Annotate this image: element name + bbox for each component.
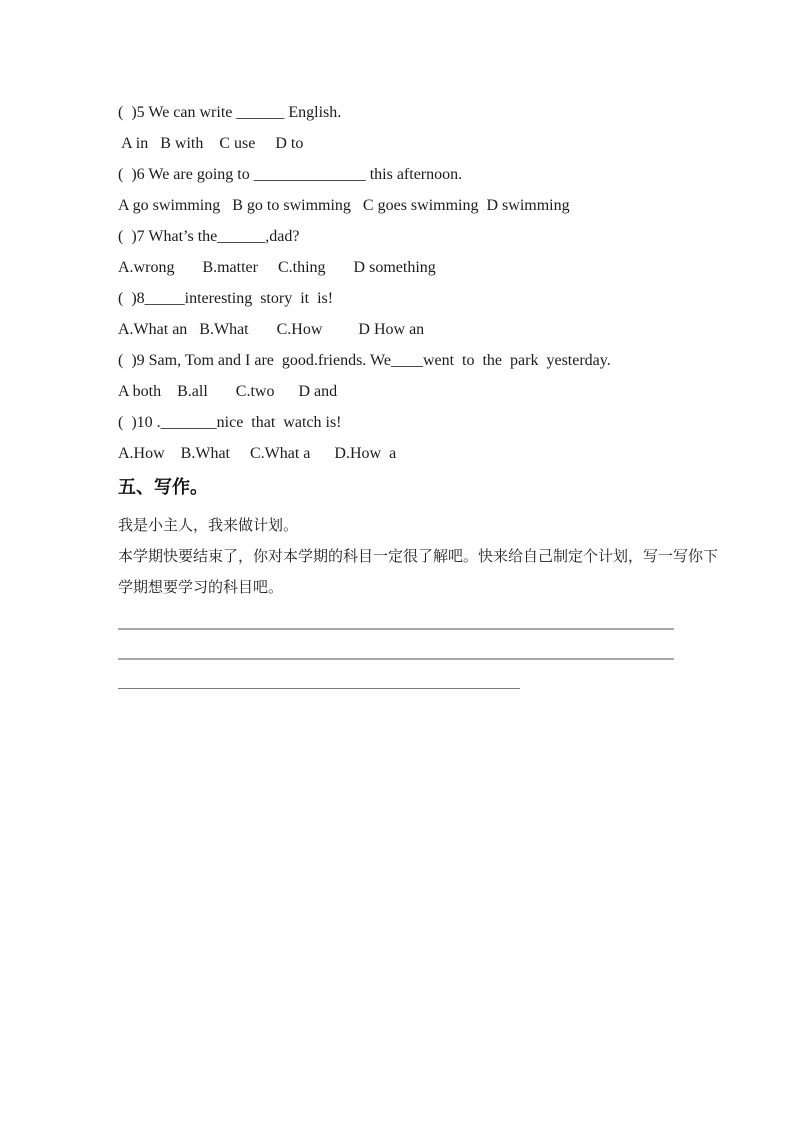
writing-prompt-line: 本学期快要结束了，你对本学期的科目一定很了解吧。快来给自己制定个计划，写一写你下 <box>118 549 719 565</box>
question-options: A.What an B.What C.How D How an <box>118 321 425 338</box>
question-stem: ( )8_____interesting story it is! <box>118 290 334 307</box>
question-options: A both B.all C.two D and <box>118 383 338 400</box>
answer-area <box>118 628 680 689</box>
question-stem: ( )5 We can write ______ English. <box>118 104 342 121</box>
question-stem: ( )10 ._______nice that watch is! <box>118 414 342 431</box>
question-stem: ( )6 We are going to ______________ this afternoon. <box>118 166 463 183</box>
question-options: A in B with C use D to <box>118 135 304 152</box>
page-content <box>118 97 719 717</box>
answer-blank-line <box>118 688 520 689</box>
question-stem: ( )7 What’s the______,dad? <box>118 228 300 245</box>
writing-section-heading: 五、写作。 <box>118 477 208 497</box>
writing-prompt <box>118 511 719 604</box>
question-options: A.How B.What C.What a D.How a <box>118 445 397 462</box>
question-options: A.wrong B.matter C.thing D something <box>118 259 436 276</box>
answer-blank-line <box>118 628 674 630</box>
question-options: A go swimming B go to swimming C goes swimming D swimming <box>118 197 570 214</box>
answer-blank-line <box>118 658 674 660</box>
question-stem: ( )9 Sam, Tom and I are good.friends. We____went to the park yesterday. <box>118 352 611 369</box>
writing-prompt-line: 我是小主人，我来做计划。 <box>118 518 299 534</box>
multiple-choice-section <box>118 97 680 469</box>
writing-prompt-line: 学期想要学习的科目吧。 <box>118 580 284 596</box>
